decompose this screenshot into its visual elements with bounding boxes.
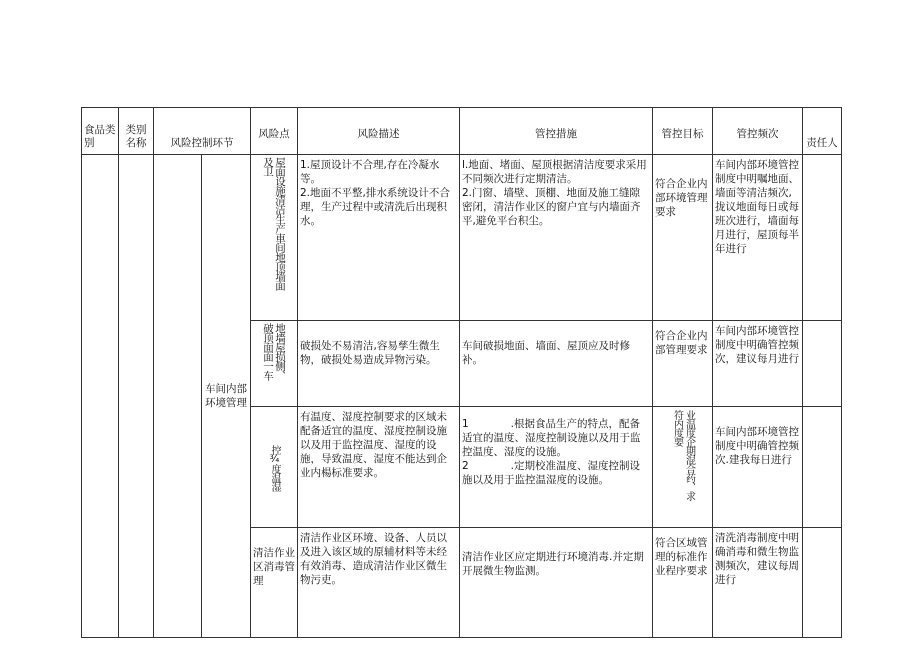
control-goal-cell: 符合企业内部管理要求 bbox=[653, 321, 713, 407]
risk-point-text: 屋面设施清洁生产車间地顶墙面及卫 bbox=[262, 157, 286, 290]
control-frequency-cell: 车间内部环境管控制度中明确管控频次，建议每月进行 bbox=[713, 321, 803, 407]
risk-point-cell bbox=[251, 155, 298, 321]
header-control-link: 风险控制环节 bbox=[154, 108, 251, 155]
header-control-frequency: 管控频次 bbox=[713, 108, 803, 155]
risk-control-table bbox=[81, 107, 842, 638]
risk-description-cell: 1.屋顶设计不合理,存在冷凝水等。 2.地面不平整,排水系统设计不合理，生产过程中或清洗后出现积水。 bbox=[298, 155, 460, 321]
control-goal-cell: 符合区域管理的标准作业程序要求 bbox=[653, 528, 713, 638]
owner-cell bbox=[803, 155, 842, 321]
header-category-name: 类别名称 bbox=[119, 108, 154, 155]
owner-cell bbox=[803, 528, 842, 638]
control-goal-cell bbox=[653, 407, 713, 528]
control-frequency-cell: 车间内部环境管控制度中明嘱地面、墙面等清洁频次,拢议地面每日或每班次进行，墙面每月进行，屋顶每半年进行 bbox=[713, 155, 803, 321]
owner-cell bbox=[803, 321, 842, 407]
header-row bbox=[82, 108, 842, 155]
table-row bbox=[82, 155, 842, 321]
owner-cell bbox=[803, 407, 842, 528]
control-frequency-cell: 清洗消毒制度中明确消毒和微生物监测频次，建议每周进行 bbox=[713, 528, 803, 638]
risk-point-text: 控¾度温湿 bbox=[269, 445, 280, 491]
header-control-goal: 管控目标 bbox=[653, 108, 713, 155]
control-goal-cell: 符合企业内部环境管理要求 bbox=[653, 155, 713, 321]
control-link-cell: 车间内部环境管理 bbox=[202, 155, 251, 638]
risk-description-cell: 有温度、湿度控制要求的区域未配备适宜的温度、湿度控制设施以及用于监控温度、湿度的设施，导致温度、湿度不能达到企业内楊标准要求。 bbox=[298, 407, 460, 528]
risk-point-cell: 清洁作业区消毒管理 bbox=[251, 528, 298, 638]
food-category-cell bbox=[82, 155, 119, 638]
risk-point-cell bbox=[251, 407, 298, 528]
category-name-cell bbox=[119, 155, 154, 638]
control-measures-cell: l.地面、堵面、屋顶根据清洁度要求采用不同频次进行定期清洁。 2.门窗、墙壁、顶棚、地面及施工缝隙密闭，清洁作业区的窗户宜与内墙面齐平,避免平台积尘。 bbox=[460, 155, 653, 321]
risk-description-cell: 破损处不易清洁,容易孳生微生物，破损处易造成异物污染。 bbox=[298, 321, 460, 407]
control-measures-cell: 1 .根据食品生产的特点，配备适宜的温度、湿度控制设施以及用于监控温度、湿度的设施。 2 .定期校准温度、湿度控制设施以及用于监控温湿度的设施。 bbox=[460, 407, 653, 528]
risk-point-cell bbox=[251, 321, 298, 407]
risk-description-cell: 清洁作业区环境、设备、人员以及进入该区域的原辅材料等未经有效消毒、造成清洁作业区微生物污吏。 bbox=[298, 528, 460, 638]
header-control-measures: 管控措施 bbox=[460, 108, 653, 155]
control-measures-cell: 清洁作业区应定期进行环境消毒.并定期开展微生物监测。 bbox=[460, 528, 653, 638]
control-goal-text: 业温度企期混合药、求符内度要 bbox=[671, 410, 695, 500]
header-food-category: 食品类别 bbox=[82, 108, 119, 155]
control-link-blank-cell bbox=[154, 155, 202, 638]
risk-control-sheet bbox=[81, 107, 841, 587]
control-measures-cell: 车间破损地面、墙面、屋顶应及时修补。 bbox=[460, 321, 653, 407]
control-frequency-cell: 车间内部环境管控制度中明确管控频次.建我每日进行 bbox=[713, 407, 803, 528]
header-risk-description: 风险描述 bbox=[298, 108, 460, 155]
risk-point-text: 地墙屋损侧、破顶面面一车 bbox=[262, 323, 286, 380]
header-risk-point: 风险点 bbox=[251, 108, 298, 155]
header-owner: 责任人 bbox=[803, 108, 842, 155]
